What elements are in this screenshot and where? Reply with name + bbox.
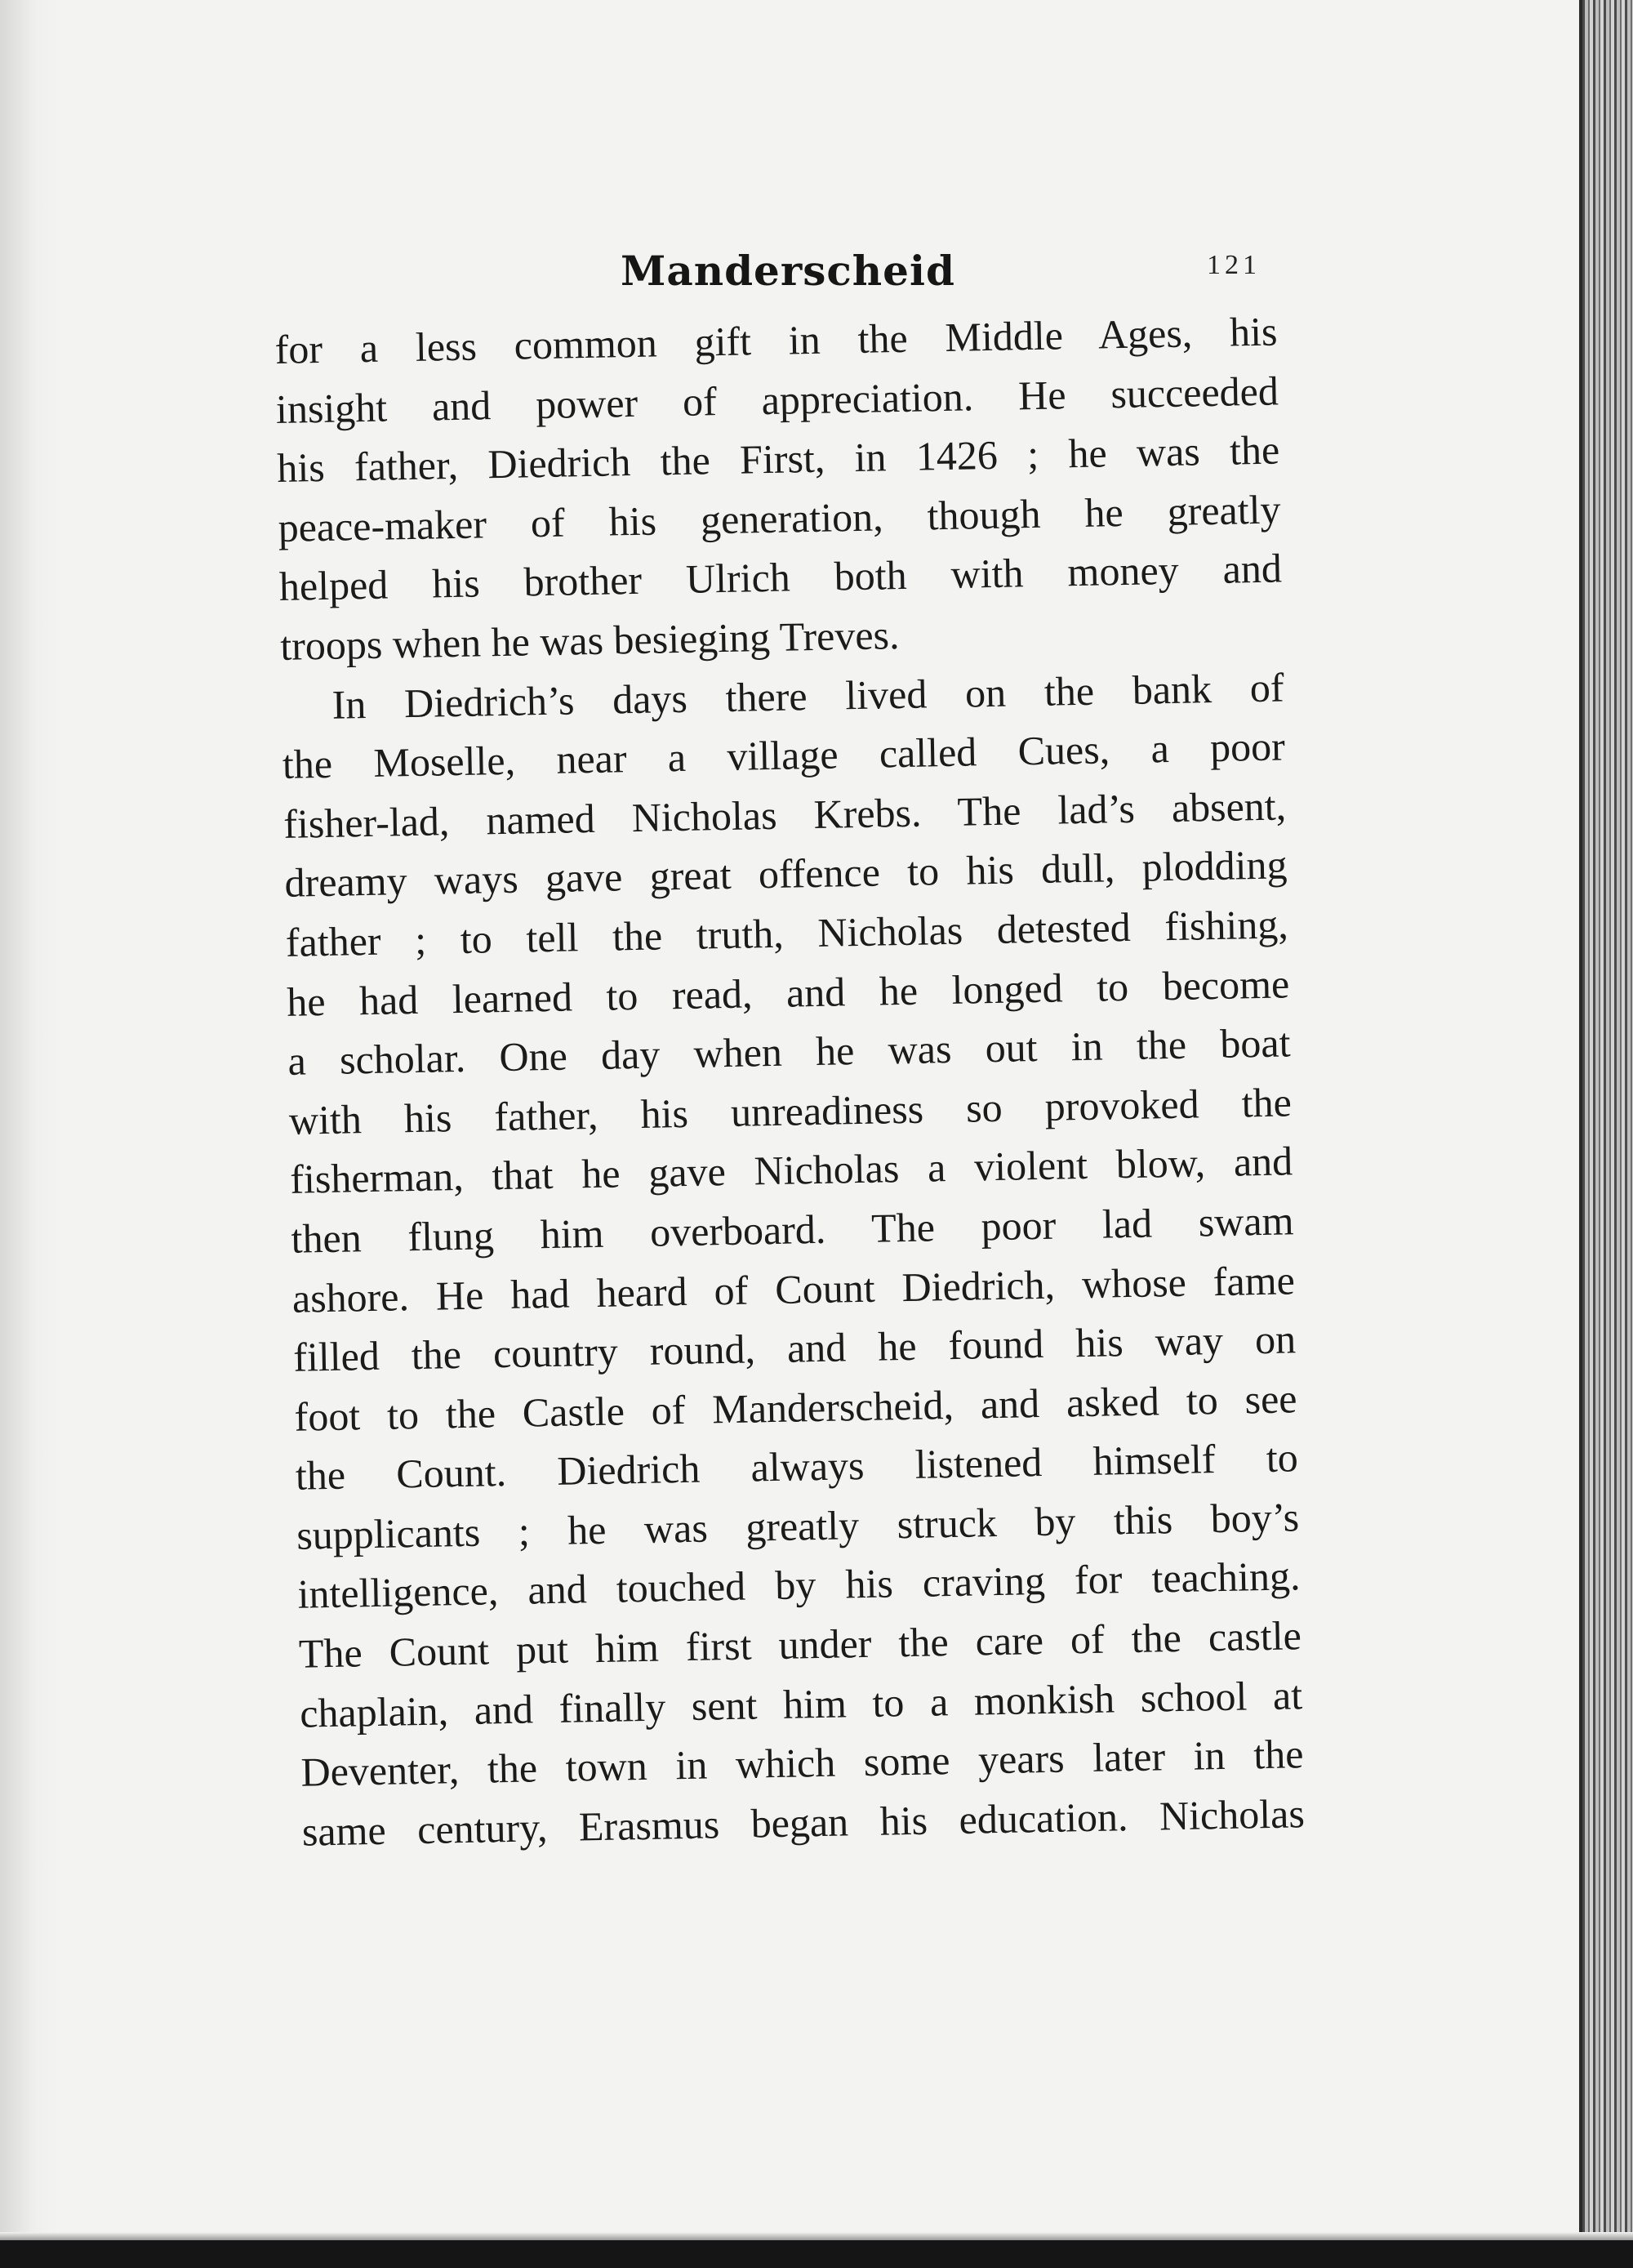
text-line: foot to the Castle of Manderscheid, and asked to see <box>294 1375 1297 1440</box>
text-line: filled the country round, and he found his way on <box>292 1316 1297 1380</box>
text-line: intelligence, and touched by his craving for teaching. <box>297 1553 1301 1618</box>
text-line: In Diedrich’s days there lived on the bank of <box>331 663 1284 728</box>
text-line: then flung him overboard. The poor lad swam <box>291 1197 1294 1262</box>
text-line: chaplain, and finally sent him to a monkish school at <box>299 1671 1303 1736</box>
text-line: same century, Erasmus began his education. Nicholas <box>301 1790 1306 1855</box>
text-line: fisher-lad, named Nicholas Krebs. The lad’s absent, <box>283 782 1287 847</box>
text-line: Deventer, the town in which some years later in the <box>300 1731 1304 1795</box>
text-line: the Moselle, near a village called Cues, a poor <box>282 723 1286 788</box>
text-line: he had learned to read, and he longed to become <box>286 960 1290 1025</box>
text-line: the Count. Diedrich always listened himself to <box>295 1434 1299 1499</box>
text-line: insight and power of appreciation. He succeeded <box>275 368 1279 432</box>
text-line: for a less common gift in the Middle Ages, his <box>274 308 1278 372</box>
page-number: 121 <box>1207 250 1261 280</box>
text-line: dreamy ways gave great offence to his dull, plodding <box>284 841 1288 907</box>
text-line: a scholar. One day when he was out in the boat <box>287 1019 1291 1084</box>
fore-edge-pages <box>1582 0 1633 2268</box>
text-line: troops when he was besieging Treves. <box>279 612 900 669</box>
binding-shadow <box>0 0 57 2268</box>
text-line: his father, Diedrich the First, in 1426 ; he was the <box>276 426 1280 492</box>
text-line: supplicants ; he was greatly struck by this boy’s <box>296 1494 1300 1558</box>
text-line: fisherman, that he gave Nicholas a violent blow, and <box>289 1138 1293 1203</box>
text-line: peace-maker of his generation, though he greatly <box>278 486 1281 550</box>
text-line: The Count put him first under the care of the castle <box>298 1612 1302 1677</box>
text-line: ashore. He had heard of Count Diedrich, whose fame <box>291 1256 1296 1321</box>
text-line: father ; to tell the truth, Nicholas detested fishing, <box>285 901 1289 965</box>
text-line: helped his brother Ulrich both with money and <box>278 545 1283 610</box>
scanner-bed-border <box>0 2240 1633 2268</box>
body-text <box>274 301 1305 1861</box>
bottom-edge-fade <box>0 2232 1633 2240</box>
text-line: with his father, his unreadiness so provoked the <box>288 1079 1293 1143</box>
running-title: Manderscheid <box>621 247 955 295</box>
